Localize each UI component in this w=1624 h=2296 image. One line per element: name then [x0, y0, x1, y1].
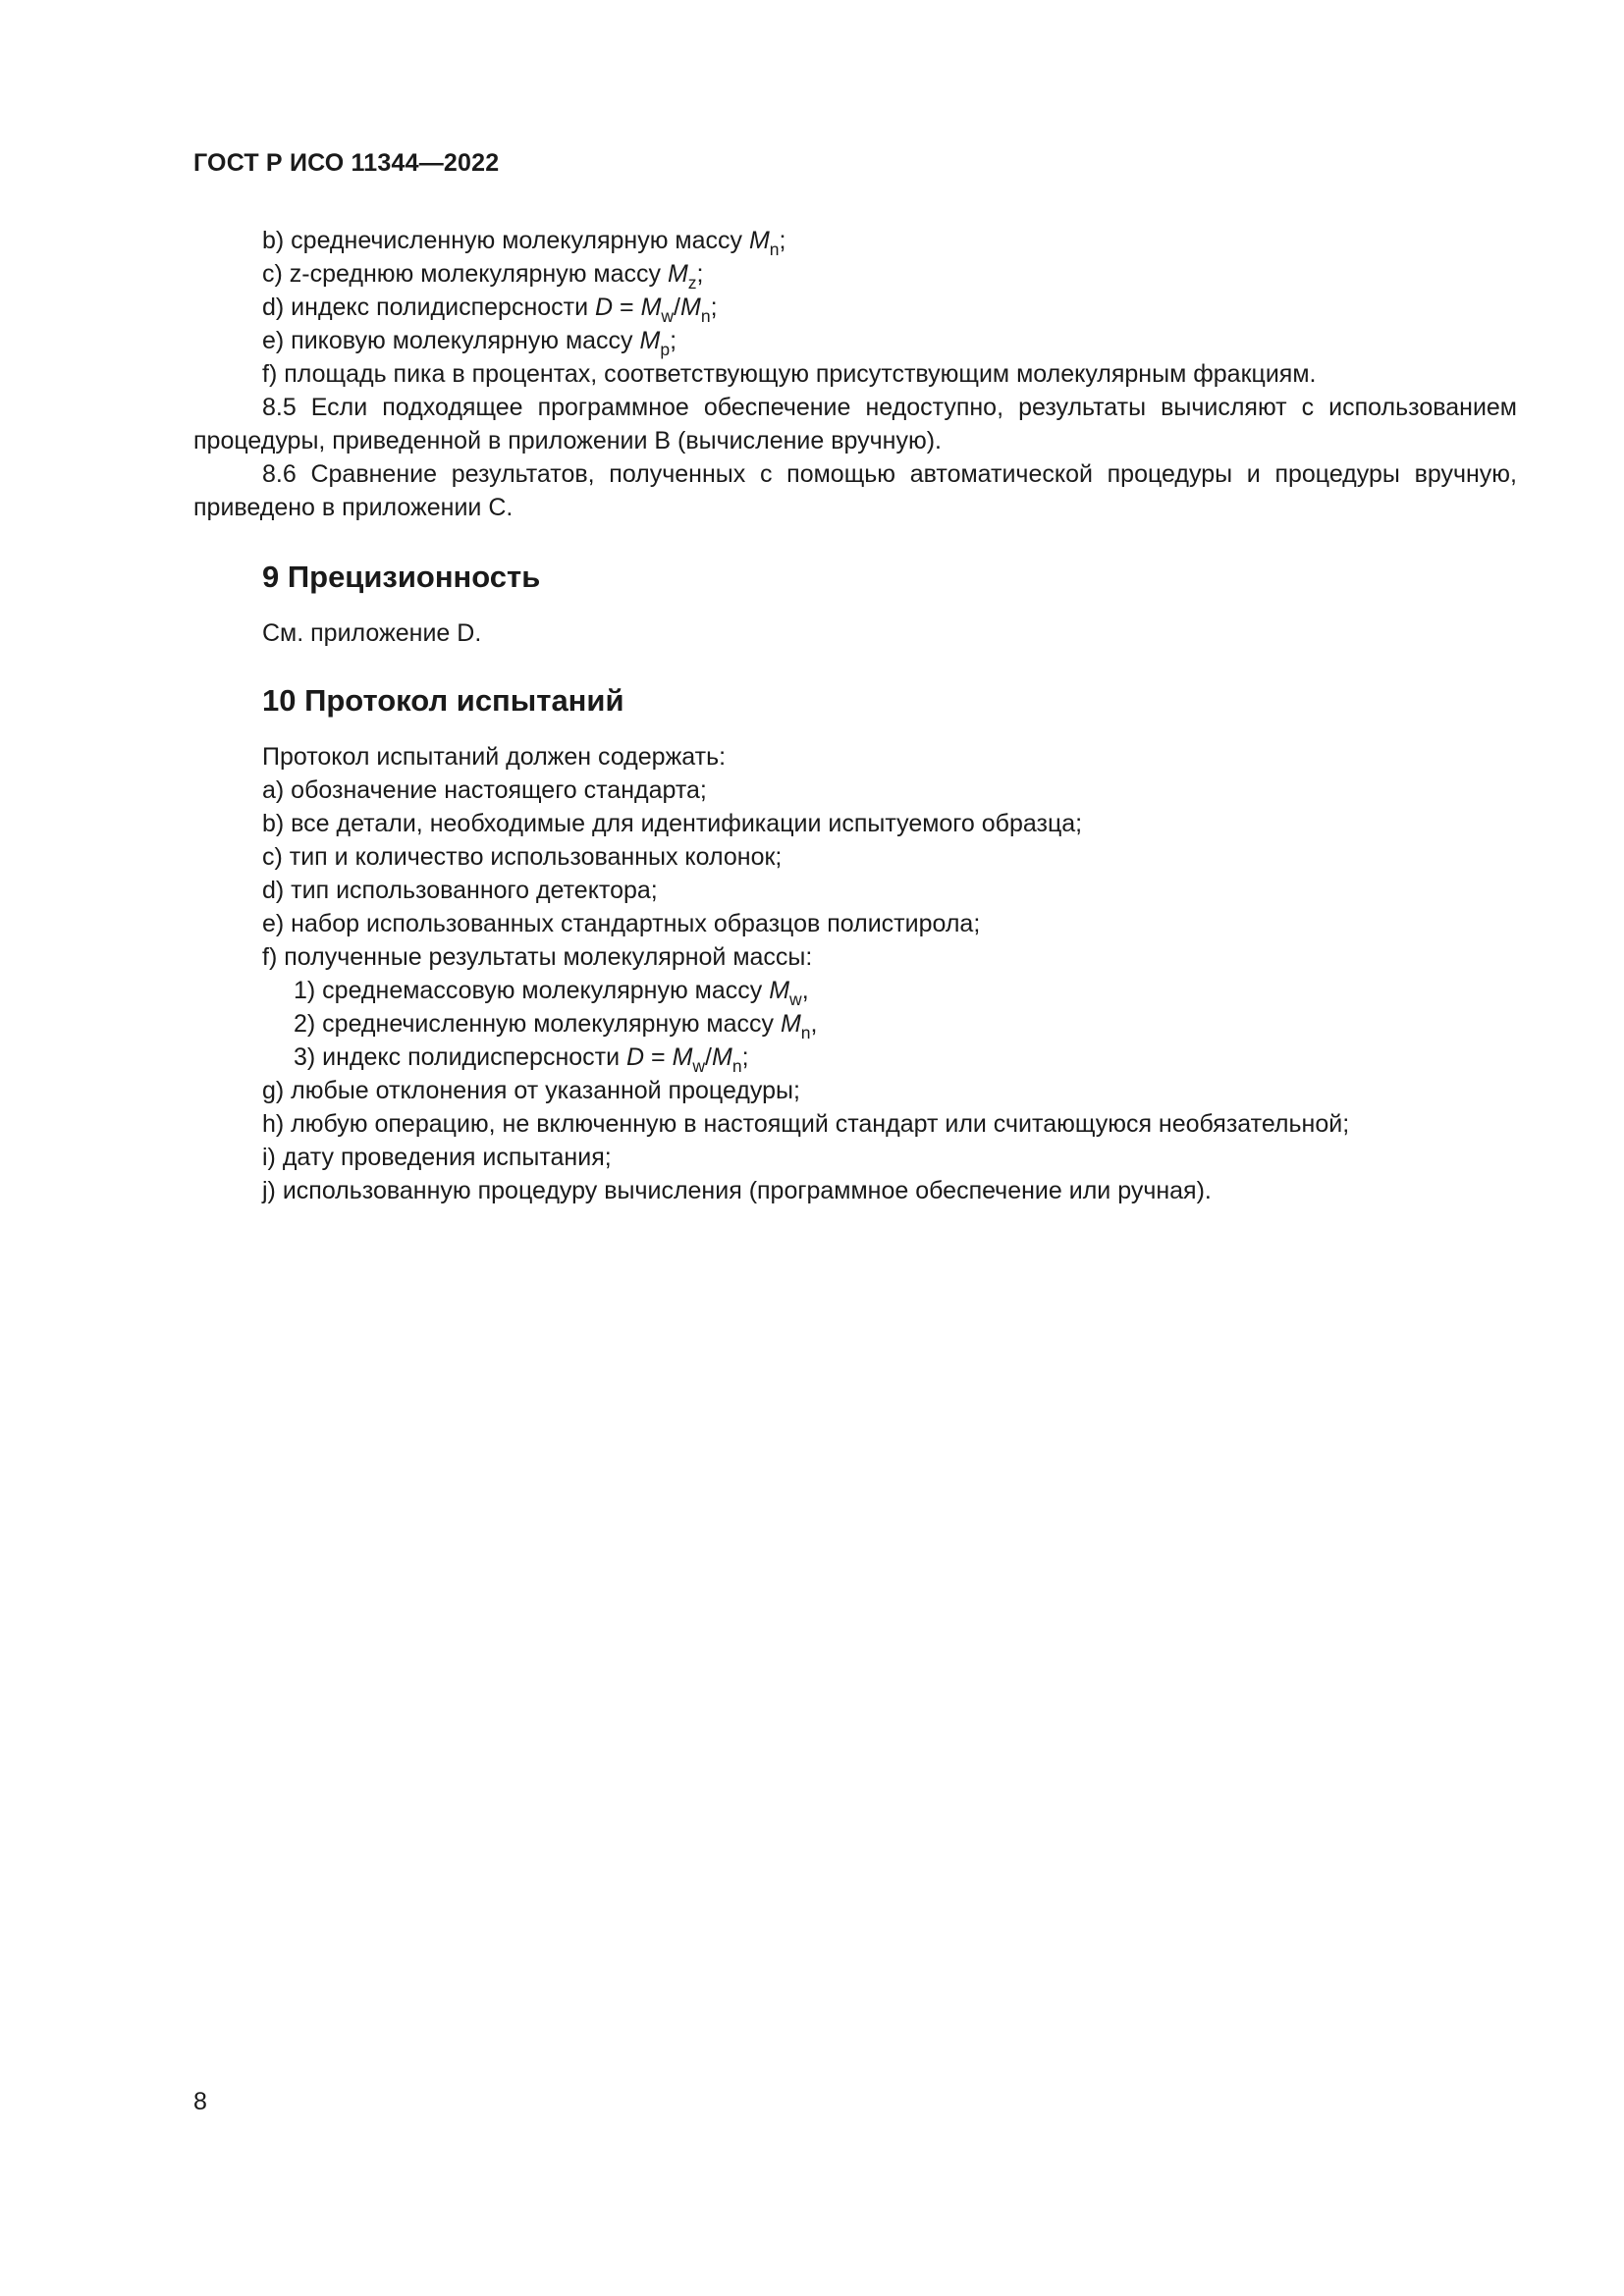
list-item: i) дату проведения испытания;	[262, 1144, 612, 1171]
list-item: c) z-среднюю молекулярную массу $M_z$;	[262, 260, 704, 293]
list-item: g) любые отклонения от указанной процедуры;	[262, 1077, 800, 1104]
section-9-body: См. приложение D.	[262, 619, 482, 647]
paragraph-8-5: 8.5 Если подходящее программное обеспечение недоступно, результаты вычисляют с использованием процедуры, приведенной в приложении В (вычисление вручную).	[193, 394, 1517, 454]
page-content	[193, 224, 1517, 1207]
list-item: e) набор использованных стандартных образцов полистирола;	[262, 910, 981, 937]
list-item: h) любую операцию, не включенную в настоящий стандарт или считающуюся необязательной;	[262, 1110, 1350, 1138]
list-item: e) пиковую молекулярную массу $M_p$;	[262, 327, 677, 359]
list-item: b) все детали, необходимые для идентификации испытуемого образца;	[262, 810, 1083, 837]
sub-list-item: 1) среднемассовую молекулярную массу $M_w$,	[294, 977, 809, 1009]
section-10-title: 10 Протокол испытаний	[262, 683, 624, 718]
list-item: c) тип и количество использованных колонок;	[262, 843, 783, 871]
list-item: b) среднечисленную молекулярную массу $M_n$;	[262, 227, 786, 259]
sub-list-item: 2) среднечисленную молекулярную массу $M_n$,	[294, 1010, 818, 1042]
document-header: ГОСТ Р ИСО 11344—2022	[193, 149, 500, 177]
sub-list-item: 3) индекс полидисперсности $D = M_w/M_n$;	[294, 1043, 749, 1076]
section-9-title: 9 Прецизионность	[262, 560, 541, 594]
section-10-intro: Протокол испытаний должен содержать:	[262, 743, 727, 771]
page-number: 8	[193, 2088, 207, 2115]
list-item: f) площадь пика в процентах, соответствующую присутствующим молекулярным фракциям.	[262, 360, 1317, 388]
list-item: f) полученные результаты молекулярной массы:	[262, 943, 813, 971]
paragraph-8-6: 8.6 Сравнение результатов, полученных с помощью автоматической процедуры и процедуры вручную, приведено в приложении С.	[193, 460, 1517, 521]
list-item: d) индекс полидисперсности $D = M_w/M_n$;	[262, 294, 718, 326]
list-item: a) обозначение настоящего стандарта;	[262, 776, 707, 804]
list-item: j) использованную процедуру вычисления (программное обеспечение или ручная).	[262, 1177, 1212, 1204]
list-item: d) тип использованного детектора;	[262, 877, 658, 904]
